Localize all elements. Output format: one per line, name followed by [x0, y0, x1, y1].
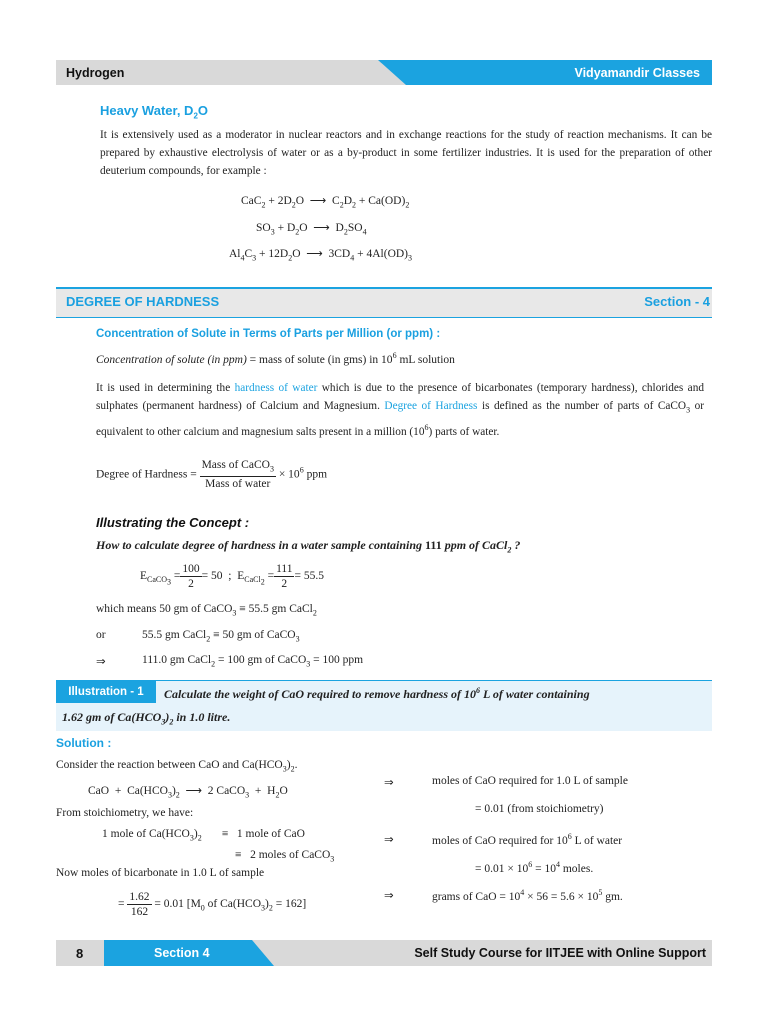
- implies-arrow-2: ⇒: [384, 777, 394, 789]
- heavy-water-para: It is extensively used as a moderator in nuclear reactors and in exchange reactions for the study of reaction mechanisms. It can be prepared by exhaustive electrolysis of water or as a by-product in some fertilizer industries. It is used for the preparation of other deuterium compounds, for example :: [100, 129, 712, 177]
- stoich-line-1: 1 mole of $Ca(HCO_3)_2$ ≡ 1 mole of CaO: [102, 828, 305, 843]
- reaction-2: $SO_3 + D_2O$ ⟶ $D_2SO_4$: [256, 222, 367, 237]
- solution-right-3: moles of CaO required for $10^6$ L of water: [432, 832, 623, 847]
- solution-title: Solution :: [56, 736, 112, 750]
- implies-arrow-4: ⇒: [384, 890, 394, 902]
- solution-right-5: grams of CaO = $10^4 \times 56 = 5.6 \times 10^5$ gm.: [432, 888, 623, 903]
- footer-section: Section 4: [154, 946, 210, 960]
- degree-of-hardness-formula: Degree of Hardness = $\frac{Mass of CaCO_3}{\text{Mass of water}}$ × $10^6$ ppm: [96, 459, 328, 491]
- header-brand: Vidyamandir Classes: [574, 66, 700, 80]
- footer-course: Self Study Course for IITJEE with Online Support: [414, 946, 706, 960]
- solution-line-2: From stoichiometry, we have:: [56, 807, 194, 819]
- implies-arrow-1: ⇒: [96, 656, 106, 668]
- header-chapter: Hydrogen: [66, 66, 125, 80]
- stoich-line-2: ≡ 2 moles of CaCO$_3$: [235, 849, 335, 864]
- solution-right-4: = $0.01 \times 10^6 = 10^4$ moles.: [475, 860, 594, 875]
- illustration-label: Illustration - 1: [56, 681, 156, 703]
- concept-or: or: [96, 629, 106, 641]
- solution-line-3: Now moles of bicarbonate in 1.0 L of sample: [56, 867, 265, 879]
- section-number: Section - 4: [644, 294, 710, 309]
- illustration-text-1: Calculate the weight of CaO required to remove hardness of $10^6$ L of water containing: [164, 686, 590, 701]
- solution-right-2: = 0.01 (from stoichiometry): [475, 803, 604, 815]
- concept-line-1: which means 50 gm of CaCO$_3$ ≡ 55.5 gm CaCl$_2$: [96, 603, 317, 618]
- reaction-3: $Al_4C_3 + 12D_2O$ ⟶ $3CD_4 + 4Al(OD)_3$: [229, 248, 413, 263]
- heavy-water-title: Heavy Water, $D_2O$: [100, 103, 209, 121]
- solution-line-1: Consider the reaction between CaO and $Ca(HCO_3)_2$.: [56, 759, 298, 774]
- concept-question: How to calculate degree of hardness in a water sample containing 111 ppm of CaCl$_2$ ?: [96, 538, 521, 555]
- illustration-text-2: 1.62 gm of $Ca(HCO_3)_2$ in 1.0 litre.: [62, 710, 231, 727]
- ppm-subtitle: Concentration of Solute in Terms of Parts per Million (or ppm) :: [96, 328, 441, 340]
- section-title: DEGREE OF HARDNESS: [66, 294, 220, 309]
- hardness-para: It is used in determining the hardness of water which is due to the presence of bicarbonates (temporary hardness), chlorides and sulphates (permanent hardness) of Calcium and Magnesium. Degree of Hardness is defined as the number of parts of CaCO$_3$ or equivalent to other calcium and magnesium salts present in a million $(10^6)$ parts of water.: [96, 382, 704, 439]
- footer-page-number: 8: [76, 946, 84, 961]
- bicarbonate-moles: = $\frac{1.62}{162}$ = 0.01 [$M_0$ of $Ca(HCO_3)_2 = 162$]: [118, 891, 307, 918]
- concept-line-3: 111.0 gm CaCl$_2$ = 100 gm of CaCO$_3$ = 100 ppm: [142, 654, 364, 669]
- solution-reaction: CaO + $Ca(HCO_3)_2$ ⟶ 2 CaCO$_3$ + $H_2O$: [88, 785, 288, 800]
- solution-right-1: moles of CaO required for 1.0 L of sample: [432, 775, 628, 787]
- ppm-definition: Concentration of solute (in ppm) = mass of solute (in gms) in $10^6$ mL solution: [96, 351, 455, 366]
- concept-line-2: 55.5 gm CaCl$_2$ ≡ 50 gm of CaCO$_3$: [142, 629, 300, 644]
- concept-title: Illustrating the Concept :: [96, 515, 250, 530]
- implies-arrow-3: ⇒: [384, 834, 394, 846]
- equivalent-weights: $E_{CaCO_3}$ = $\frac{100}{2}$ = 50 ; $E_{CaCl_2}$ = $\frac{111}{2}$ = 55.5: [140, 563, 324, 590]
- reaction-1: $CaC_2 + 2D_2O$ ⟶ $C_2D_2 + Ca(OD)_2$: [241, 195, 410, 210]
